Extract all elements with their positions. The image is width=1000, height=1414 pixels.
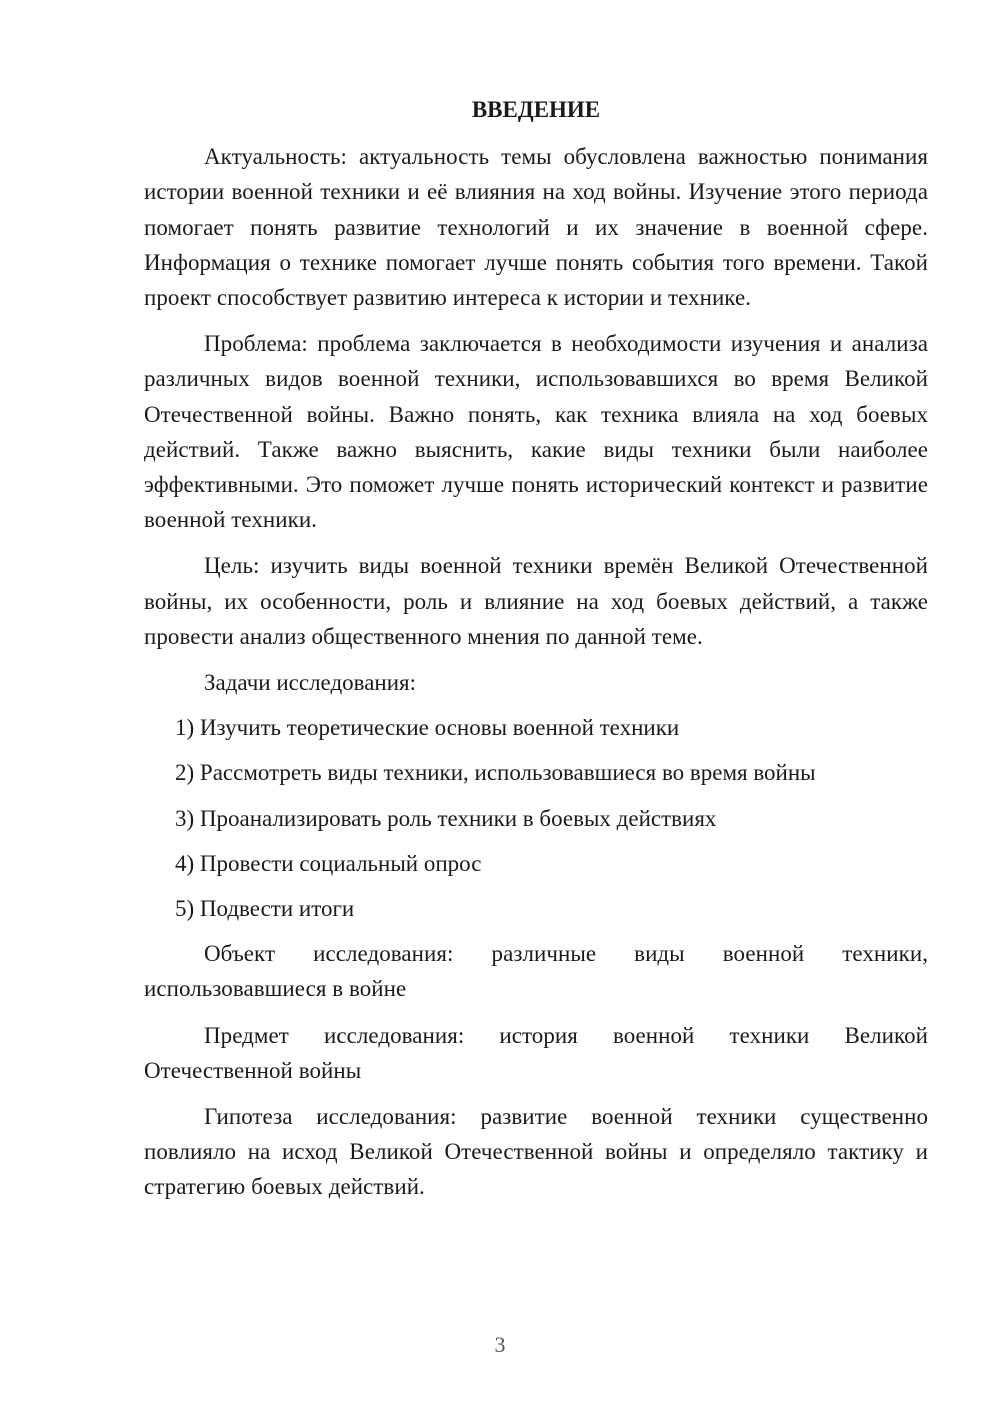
list-item-task-4: 4) Провести социальный опрос <box>175 850 482 876</box>
page-content <box>144 92 928 1216</box>
list-item-task-5: 5) Подвести итоги <box>175 896 355 922</box>
section-title: ВВЕДЕНИЕ <box>471 97 601 122</box>
tasks-heading: Задачи исследования: <box>204 670 417 696</box>
paragraph-relevance: Актуальность: актуальность темы обусловлена важностью понимания истории военной техники и её влияния на ход войны. Изучение этого периода помогает понять развитие технологий и их значение в военной сфере. Информация о технике помогает лучше понять события того времени. Такой проект способствует развитию интереса к истории и технике. <box>144 144 928 311</box>
paragraph-hypothesis: Гипотеза исследования: развитие военной техники существенно повлияло на исход Великой Отечественной войны и определяло тактику и стратегию боевых действий. <box>144 1104 928 1200</box>
paragraph-goal: Цель: изучить виды военной техники времён Великой Отечественной войны, их особенности, роль и влияние на ход боевых действий, а также провести анализ общественного мнения по данной теме. <box>144 553 928 649</box>
task-list <box>144 710 928 926</box>
paragraph-problem: Проблема: проблема заключается в необходимости изучения и анализа различных видов военной техники, использовавшихся во время Великой Отечественной войны. Важно понять, как техника влияла на ход боевых действий. Также важно выяснить, какие виды техники были наиболее эффективными. Это поможет лучше понять исторический контекст и развитие военной техники. <box>144 331 928 533</box>
paragraph-subject: Предмет исследования: история военной техники Великой Отечественной войны <box>144 1022 928 1083</box>
list-item-task-2: 2) Рассмотреть виды техники, использовавшиеся во время войны <box>175 760 816 786</box>
paragraph-object: Объект исследования: различные виды военной техники, использовавшиеся в войне <box>144 941 928 1002</box>
list-item-task-1: 1) Изучить теоретические основы военной техники <box>175 715 680 741</box>
page-number: 3 <box>494 1332 506 1357</box>
list-item-task-3: 3) Проанализировать роль техники в боевых действиях <box>175 805 717 831</box>
